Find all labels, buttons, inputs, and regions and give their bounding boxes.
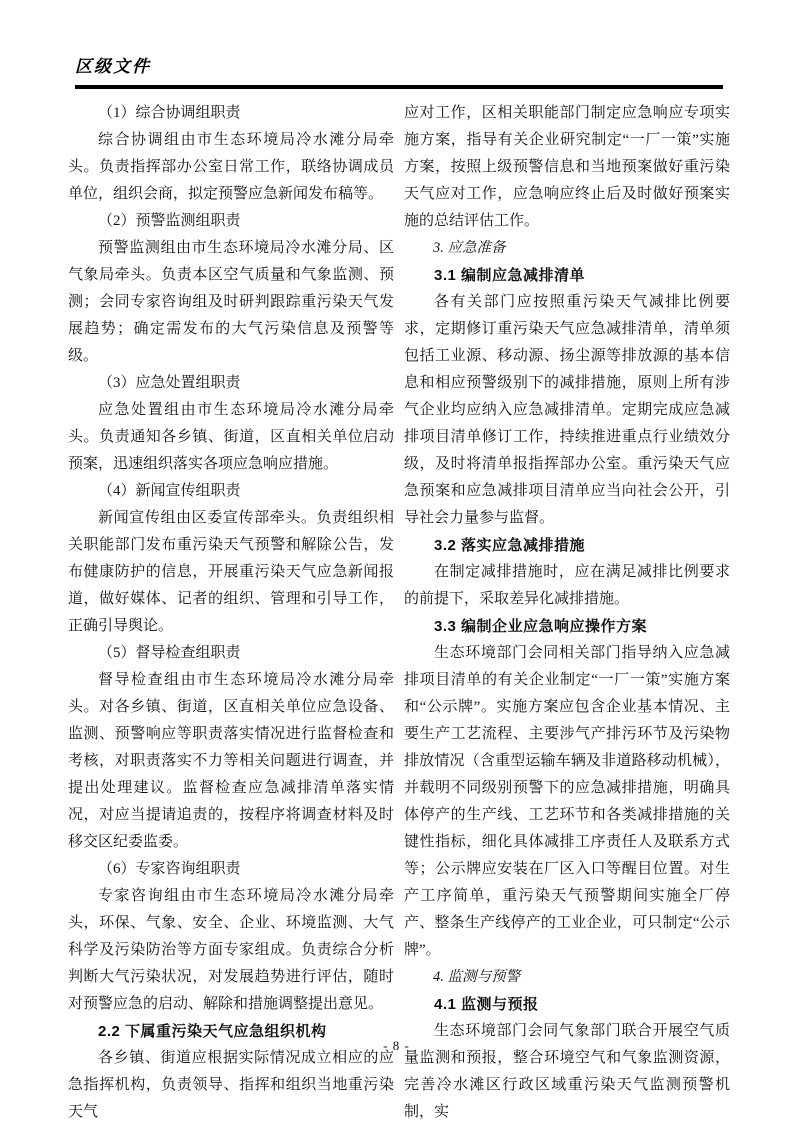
section-heading: （4）新闻宣传组职责 (98, 483, 241, 499)
section-heading: 3.3 编制企业应急响应操作方案 (434, 618, 648, 635)
section-heading: （6）专家咨询组职责 (98, 861, 241, 877)
paragraph: 专家咨询组由市生态环境局冷水滩分局牵头，环保、气象、安全、企业、环境监测、大气科学及污染防治等方面专家组成。负责综合分析判断大气污染状况，对发展趋势进行评估，随时对预警应急的启动、解除和措施调整提出意见。 (68, 888, 394, 1012)
section-heading: （2）预警监测组职责 (98, 213, 241, 229)
two-column-text-area (68, 100, 730, 1122)
section-heading: 4. 监测与预警 (433, 969, 520, 985)
page-number: - 8 - (383, 1038, 410, 1053)
paragraph: 应急处置组由市生态环境局冷水滩分局牵头。负责通知各乡镇、街道，区直相关单位启动预案，迅速组织落实各项应急响应措施。 (68, 402, 394, 472)
section-heading: 2.2 下属重污染天气应急组织机构 (98, 1023, 327, 1040)
paragraph: 新闻宣传组由区委宣传部牵头。负责组织相关职能部门发布重污染天气预警和解除公告，发布健康防护的信息，开展重污染天气应急新闻报道，做好媒体、记者的组织、管理和引导工作，正确引导舆论。 (68, 510, 394, 634)
paragraph: 在制定减排措施时，应在满足减排比例要求的前提下，采取差异化减排措施。 (404, 564, 730, 607)
paragraph: 应对工作，区相关职能部门制定应急响应专项实施方案，指导有关企业研究制定“一厂一策”实施方案，按照上级预警信息和当地预案做好重污染天气应对工作，应急响应终止后及时做好预案实施的总结评估工作。 (404, 105, 730, 229)
section-heading: 3. 应急准备 (433, 240, 506, 256)
page-header (75, 52, 723, 89)
paragraph: 督导检查组由市生态环境局冷水滩分局牵头。对各乡镇、街道，区直相关单位应急设备、监测、预警响应等职责落实情况进行监督检查和考核，对职责落实不力等相关问题进行调查，并提出处理建议。监督检查应急减排清单落实情况，对应当提请追责的，按程序将调查材料及时移交区纪委监委。 (68, 672, 394, 850)
right-column (404, 100, 730, 1122)
paragraph: 综合协调组由市生态环境局冷水滩分局牵头。负责指挥部办公室日常工作，联络协调成员单位，组织会商，拟定预警应急新闻发布稿等。 (68, 132, 394, 202)
section-heading: （5）督导检查组职责 (98, 645, 241, 661)
paragraph: 各有关部门应按照重污染天气减排比例要求，定期修订重污染天气应急减排清单，清单须包括工业源、移动源、扬尘源等排放源的基本信息和相应预警级别下的减排措施，原则上所有涉气企业均应纳入应急减排清单。定期完成应急减排项目清单修订工作，持续推进重点行业绩效分级，及时将清单报指挥部办公室。重污染天气应急预案和应急减排项目清单应当向社会公开，引导社会力量参与监督。 (404, 294, 730, 526)
section-heading: （3）应急处置组职责 (98, 375, 241, 391)
section-heading: 3.1 编制应急减排清单 (434, 267, 586, 284)
page-footer (0, 1038, 793, 1054)
section-heading: （1）综合协调组职责 (98, 105, 241, 121)
section-heading: 3.2 落实应急减排措施 (434, 537, 586, 554)
header-divider-rule (75, 84, 723, 89)
header-title: 区级文件 (75, 57, 151, 76)
paragraph: 生态环境部门会同气象部门联合开展空气质量监测和预报，整合环境空气和气象监测资源，完善冷水滩区行政区域重污染天气监测预警机制，实 (404, 1023, 730, 1120)
paragraph: 生态环境部门会同相关部门指导纳入应急减排项目清单的有关企业制定“一厂一策”实施方案和“公示牌”。实施方案应包含企业基本情况、主要生产工艺流程、主要涉气产排污环节及污染物排放情况（含重型运输车辆及非道路移动机械），并载明不同级别预警下的应急减排措施，明确具体停产的生产线、工艺环节和各类减排措施的关键性指标，细化具体减排工序责任人及联系方式等；公示牌应安装在厂区入口等醒目位置。对生产工序简单，重污染天气预警期间实施全厂停产、整条生产线停产的工业企业，可只制定“公示牌”。 (404, 645, 730, 958)
left-column (68, 100, 394, 1122)
paragraph: 预警监测组由市生态环境局冷水滩分局、区气象局牵头。负责本区空气质量和气象监测、预测；会同专家咨询组及时研判跟踪重污染天气发展趋势；确定需发布的大气污染信息及预警等级。 (68, 240, 394, 364)
section-heading: 4.1 监测与预报 (434, 996, 539, 1013)
paragraph: 各乡镇、街道应根据实际情况成立相应的应急指挥机构，负责领导、指挥和组织当地重污染天气 (68, 1050, 394, 1120)
